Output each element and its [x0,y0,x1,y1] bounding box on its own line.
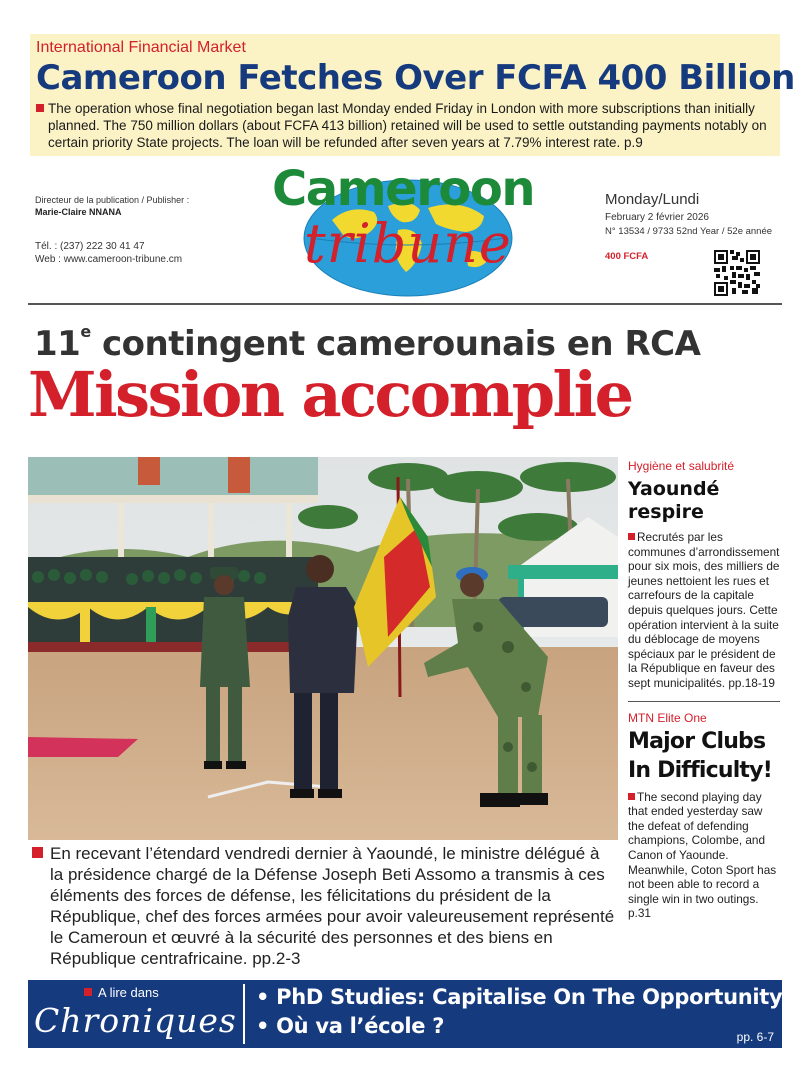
sidebar-divider [628,701,780,702]
chroniques-items [256,983,782,1041]
chroniques-item-phd[interactable]: • PhD Studies: Capitalise On The Opportunity [256,985,783,1009]
masthead-divider [28,303,782,305]
publisher-info [35,194,235,266]
chroniques-kicker-text: A lire dans [98,985,159,1000]
sidebar-story2-kicker: MTN Elite One [628,710,707,725]
issue-price: 400 FCFA [605,251,649,262]
sidebar-story2-title-line1[interactable]: Major Clubs [628,728,766,754]
bullet-square-icon [628,793,635,800]
top-story-body-text: The operation whose final negotiation began last Monday ended Friday in London with more subscriptions than initially planned. The 750 million dollars (about FCFA 413 billion) retained will be used to settle outstanding payments notably on certain priority State projects. The loan will be refunded after seven years at 7.79% interest rate. p.9 [48,101,767,150]
bullet-square-icon [628,533,635,540]
top-story-title[interactable]: Cameroon Fetches Over FCFA 400 Billion [36,58,795,98]
sidebar-story1-title[interactable]: Yaoundé respire [628,478,720,523]
kicker-number: 11 [34,324,81,364]
sidebar [628,458,782,921]
sidebar-story2-title-line2[interactable]: In Difficulty! [628,757,772,783]
publisher-website[interactable]: Web : www.cameroon-tribune.cm [35,254,183,265]
top-story-kicker: International Financial Market [36,39,246,56]
chroniques-kicker [84,985,159,1000]
sidebar-story-football[interactable] [628,710,782,921]
sidebar-story1-body [628,530,782,691]
logo-cameroon-text: Cameroon [272,161,534,217]
publisher-name: Marie-Claire NNANA [35,207,122,217]
publisher-label: Directeur de la publication / Publisher : [35,195,190,205]
main-story-photo[interactable] [28,457,618,840]
chroniques-label [28,980,240,1048]
chroniques-divider [243,984,245,1044]
sidebar-story2-body [628,790,782,921]
caption-text: En recevant l’étendard vendredi dernier à Yaoundé, le ministre délégué à la présidence chargé de la Défense Joseph Beti Assomo a transmis à ces éléments des forces de défense, les félicitations du président de la République, chef des forces armées pour avoir valeureusement représenté le Cameroun et œuvré à la sécurité des personnes et des biens en République centrafricaine. pp.2-3 [50,844,615,968]
sidebar-story1-body-text: Recrutés par les communes d’arrondissement pour six mois, des milliers de jeunes nettoient les rues et carrefours de la capitale depuis quelques jours. Cette opération intervient à la suite du déblocage de moyens spéciaux par le président de la République en faveur des sept municipalités. pp.18-19 [628,530,780,690]
kicker-text: contingent camerounais en RCA [90,324,701,364]
issue-number: N° 13534 / 9733 52nd Year / 52e année [605,226,773,237]
sidebar-story2-body-text: The second playing day that ended yesterday saw the defeat of defending champions, Colombe, and Canon of Yaounde. Meanwhile, Coton Sport has not been able to record a single win in two outings. p.31 [628,789,777,921]
bullet-square-icon [32,847,43,858]
chroniques-pages: pp. 6-7 [736,1030,774,1044]
bullet-square-icon [84,988,92,996]
top-story-body [36,100,774,151]
chroniques-band[interactable] [28,980,782,1048]
chroniques-title: Chroniques [34,1001,237,1040]
issue-day: Monday/Lundi [605,191,700,208]
chroniques-item-ecole[interactable]: • Où va l’école ? [256,1014,445,1038]
masthead-logo [270,160,550,300]
bullet-square-icon [36,104,44,112]
qr-code-icon[interactable] [714,250,760,296]
kicker-ordinal: e [80,322,91,341]
publisher-phone: Tél. : (237) 222 30 41 47 [35,241,145,252]
logo-tribune-text: tribune [304,212,512,275]
issue-date: February 2 février 2026 [605,212,709,223]
sidebar-story1-kicker: Hygiène et salubrité [628,459,735,473]
top-story-banner[interactable] [30,34,795,156]
main-story-caption [30,843,615,969]
sidebar-story-hygiene[interactable] [628,458,782,691]
main-headline-title[interactable]: Mission accomplie [28,358,632,431]
